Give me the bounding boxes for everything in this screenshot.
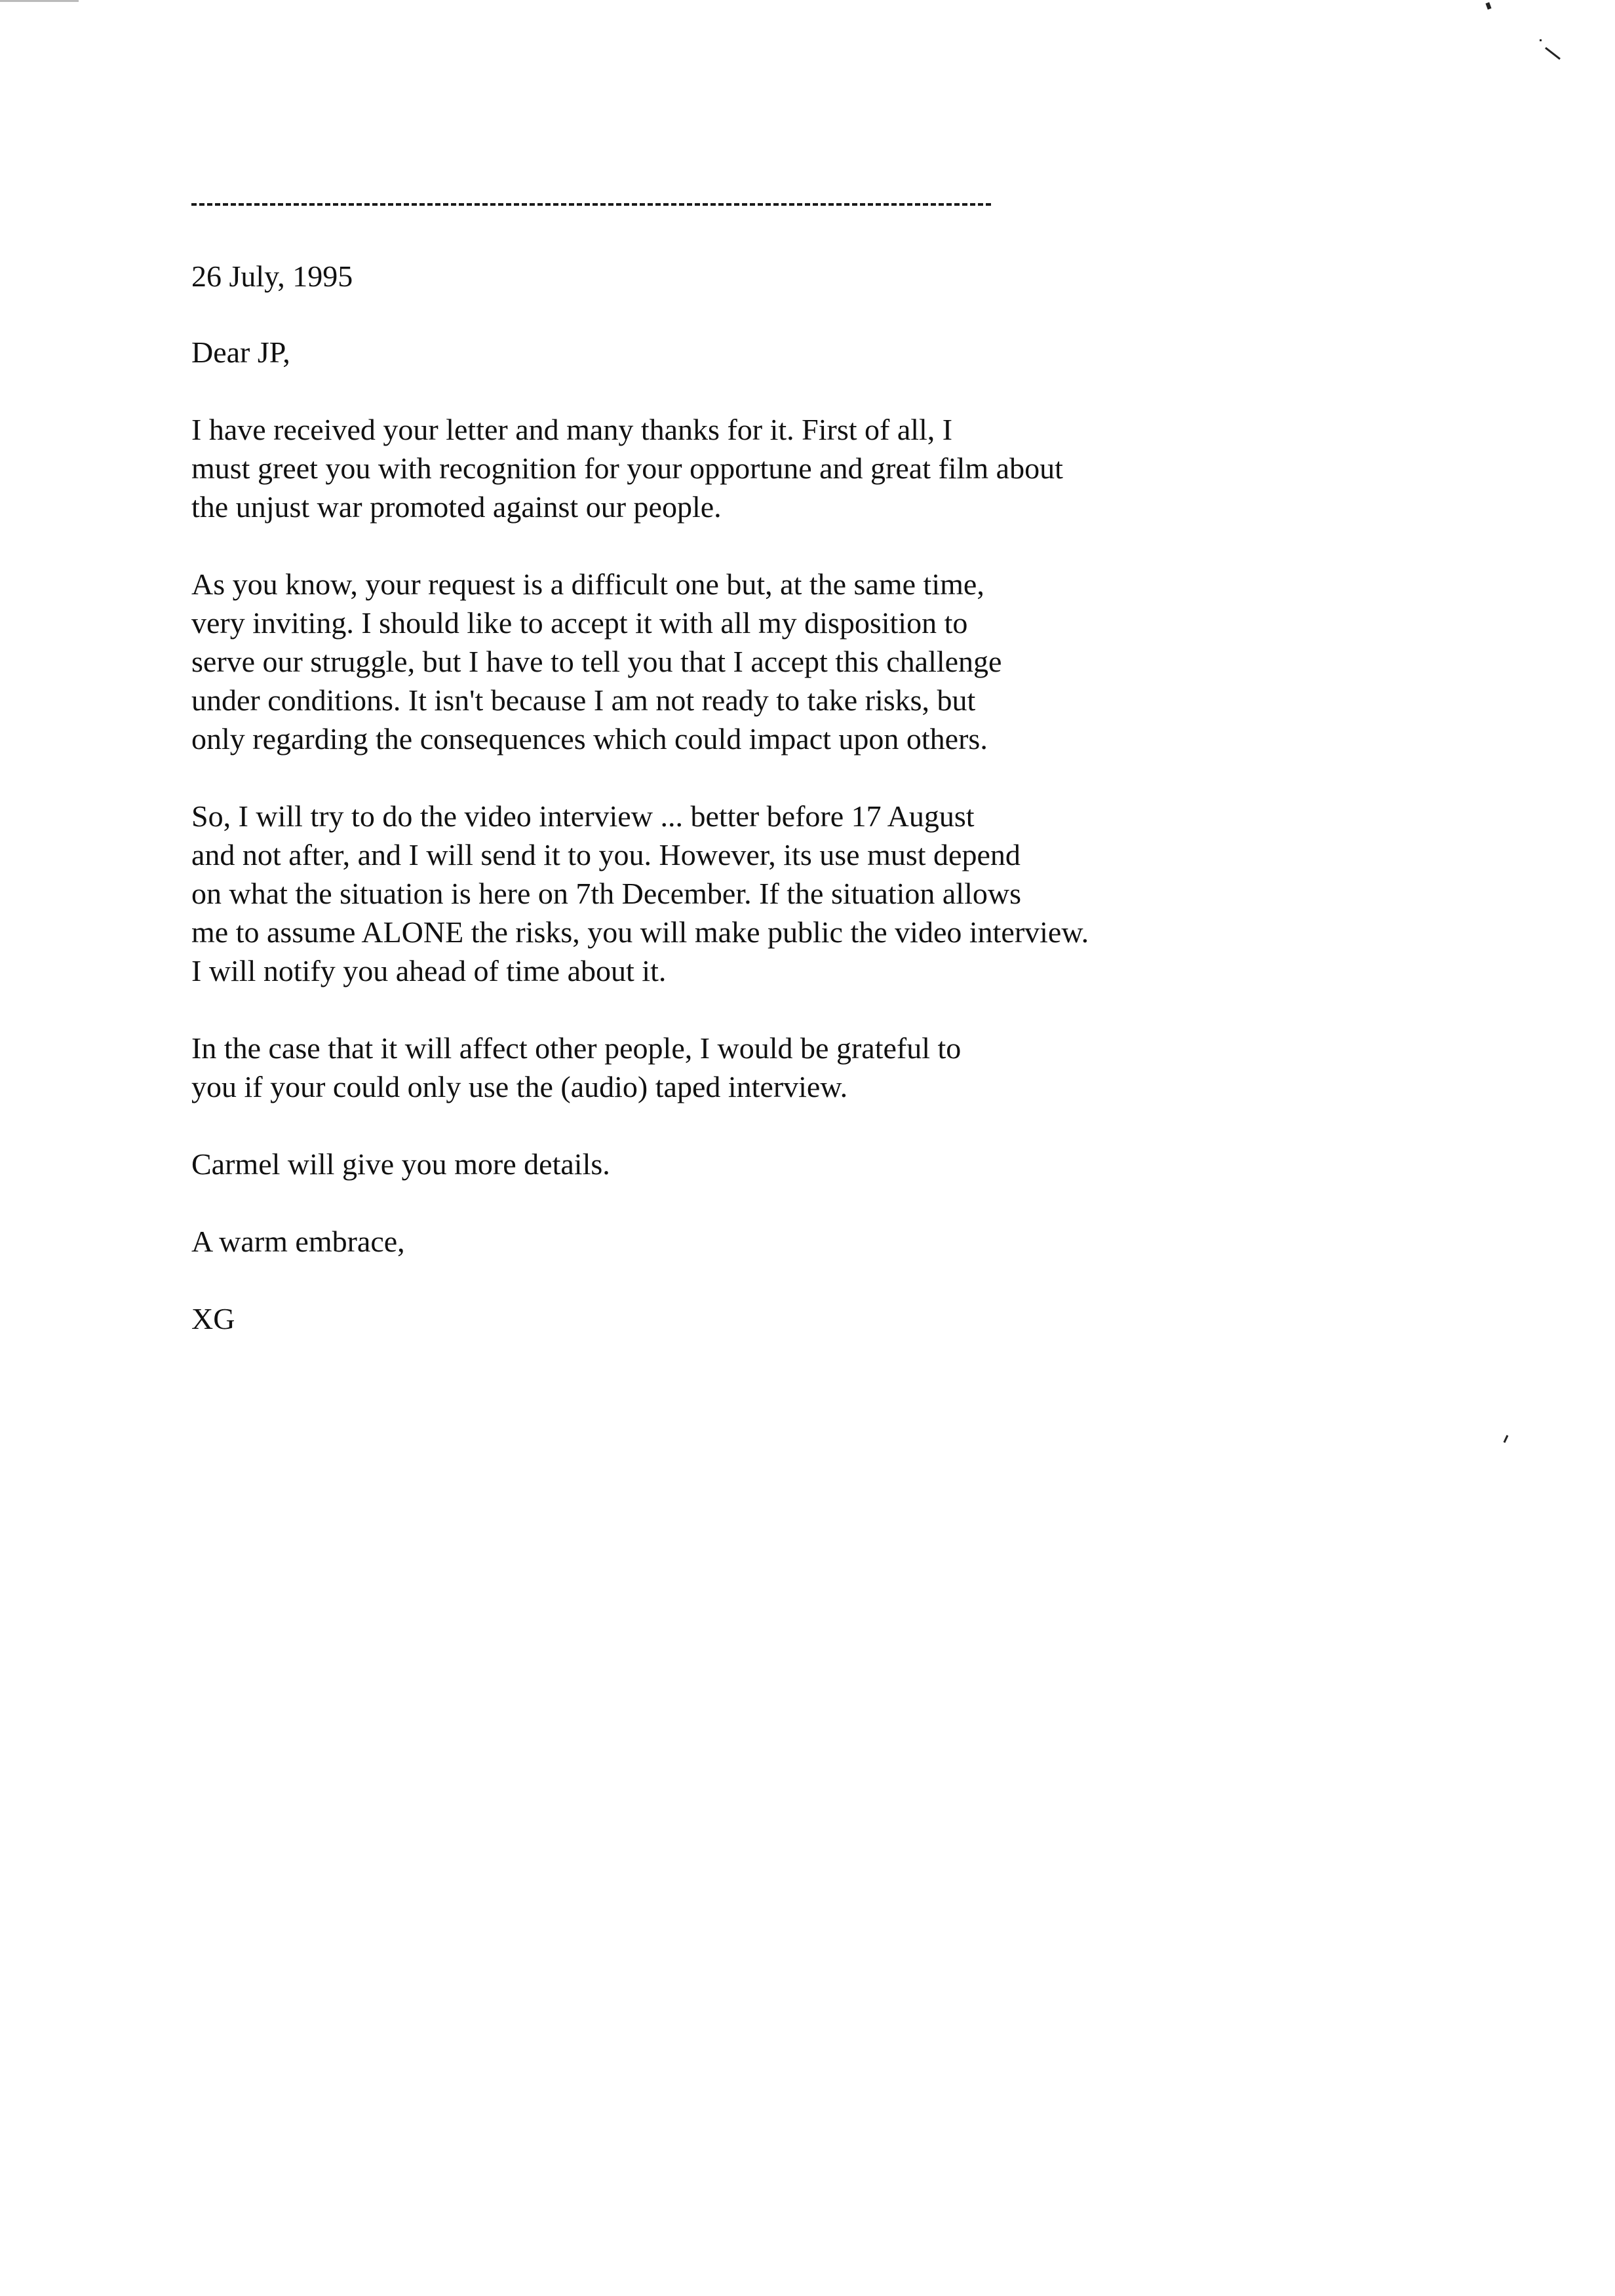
paragraph-line: and not after, and I will send it to you. However, its use must depend [191, 838, 1021, 871]
paragraph-1 [191, 410, 1437, 526]
paragraph-line: me to assume ALONE the risks, you will make public the video interview. [191, 915, 1089, 949]
paragraph-line: I have received your letter and many thanks for it. First of all, I [191, 413, 953, 446]
paragraph-line: the unjust war promoted against our people. [191, 490, 722, 524]
paragraph-line: you if your could only use the (audio) taped interview. [191, 1070, 848, 1103]
letter-body [191, 257, 1437, 1338]
paragraph-line: under conditions. It isn't because I am not ready to take risks, but [191, 683, 976, 717]
paragraph-2 [191, 565, 1437, 758]
scan-speck [1545, 47, 1561, 60]
paragraph-3 [191, 797, 1437, 990]
paragraph-line: very inviting. I should like to accept it with all my disposition to [191, 606, 968, 640]
paragraph-line: only regarding the consequences which could impact upon others. [191, 722, 988, 756]
scan-speck [1540, 39, 1542, 41]
scan-speck [1485, 2, 1491, 9]
paragraph-line: Carmel will give you more details. [191, 1147, 610, 1181]
scan-speck [1504, 1435, 1509, 1443]
paragraph-line: I will notify you ahead of time about it. [191, 954, 667, 987]
letter-closing: A warm embrace, [191, 1225, 405, 1258]
letter-date: 26 July, 1995 [191, 259, 353, 293]
paragraph-line: must greet you with recognition for your opportune and great film about [191, 451, 1063, 485]
paragraph-line: So, I will try to do the video interview ... better before 17 August [191, 799, 975, 833]
paragraph-4 [191, 1029, 1437, 1106]
letter-salutation: Dear JP, [191, 335, 290, 369]
scan-edge-mark [0, 0, 79, 2]
paragraph-line: on what the situation is here on 7th December. If the situation allows [191, 877, 1021, 910]
paragraph-line: As you know, your request is a difficult one but, at the same time, [191, 567, 984, 601]
dashed-separator-line [191, 203, 991, 206]
paragraph-line: In the case that it will affect other people, I would be grateful to [191, 1031, 962, 1065]
letter-signature: XG [191, 1302, 235, 1335]
paragraph-line: serve our struggle, but I have to tell you that I accept this challenge [191, 645, 1002, 678]
paragraph-5 [191, 1145, 1437, 1183]
